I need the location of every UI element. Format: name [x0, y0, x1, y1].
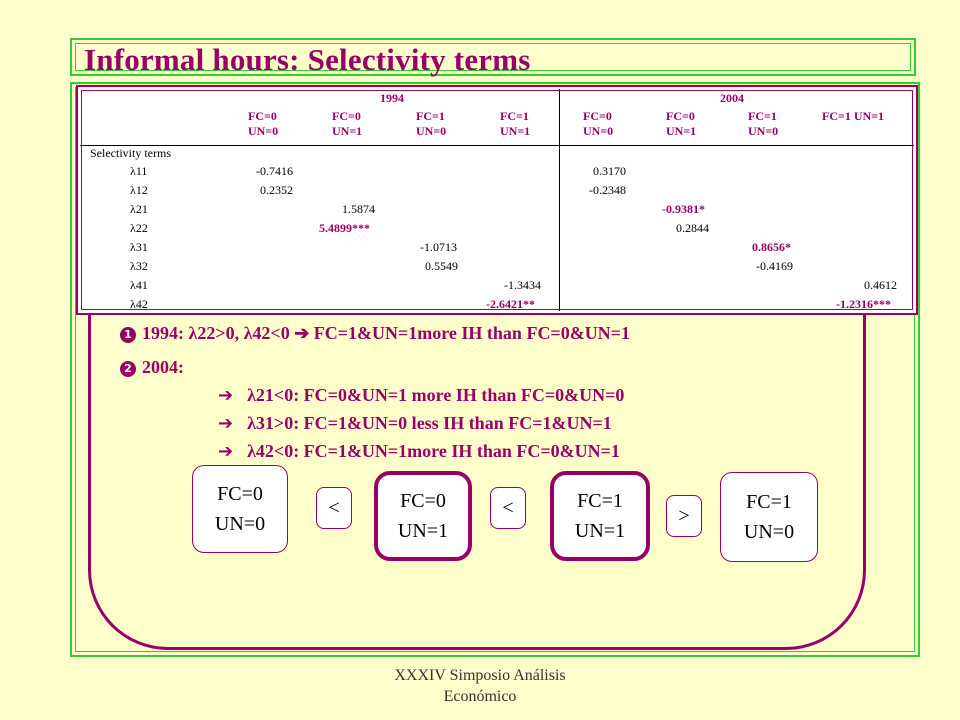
year-2004: 2004	[720, 91, 744, 105]
finding-2004-item: ➔ λ42<0: FC=1&UN=1more IH than FC=0&UN=1	[218, 441, 620, 462]
footer-line-1: XXXIV Simposio Análisis	[394, 667, 566, 684]
row-label: λ31	[130, 240, 148, 254]
col-header: UN=1	[666, 124, 697, 138]
group-box-fc0-un0: FC=0 UN=0	[192, 465, 288, 553]
footer-line-2: Económico	[443, 688, 517, 705]
col-header: FC=0	[332, 109, 361, 123]
cell-value-significant: -1.2316***	[836, 297, 891, 311]
arrow-right-icon: ➔	[218, 413, 234, 434]
col-header: FC=1	[500, 109, 529, 123]
col-header: FC=0	[248, 109, 277, 123]
cell-value: -0.7416	[256, 164, 293, 178]
cell-value-significant: 5.4899***	[319, 221, 370, 235]
number-2-icon: 2	[120, 361, 136, 377]
cell-value: -1.3434	[504, 278, 541, 292]
operator-less-than: <	[490, 487, 526, 529]
row-label: λ12	[130, 183, 148, 197]
row-label: λ41	[130, 278, 148, 292]
cell-value: -0.2348	[589, 183, 626, 197]
finding-1994-text: 1994: λ22>0, λ42<0 ➔ FC=1&UN=1more IH than FC=0&UN=1	[142, 323, 630, 343]
group-box-fc0-un1: FC=0 UN=1	[374, 471, 472, 561]
finding-2004-label: 2004:	[142, 357, 184, 377]
col-header: UN=0	[583, 124, 614, 138]
col-header: FC=1	[748, 109, 777, 123]
row-label: λ42	[130, 297, 148, 311]
cell-value: 1.5874	[342, 202, 375, 216]
row-label: λ22	[130, 221, 148, 235]
finding-1994	[120, 322, 630, 344]
cell-value: 0.2844	[676, 221, 709, 235]
row-label: λ11	[130, 164, 148, 178]
group-box-fc1-un1: FC=1 UN=1	[550, 471, 650, 561]
number-1-icon: 1	[120, 327, 136, 343]
cell-value: -0.4169	[756, 259, 793, 273]
group-box-fc1-un0: FC=1 UN=0	[720, 472, 818, 562]
col-header: FC=0	[666, 109, 695, 123]
cell-value-significant: 0.8656*	[752, 240, 791, 254]
col-header: UN=0	[248, 124, 279, 138]
results-table	[80, 89, 914, 311]
year-1994: 1994	[380, 91, 404, 105]
col-header: FC=0	[583, 109, 612, 123]
row-label: λ32	[130, 259, 148, 273]
cell-value: 0.2352	[260, 183, 293, 197]
col-header: FC=1	[416, 109, 445, 123]
finding-2004	[120, 356, 184, 378]
row-label: λ21	[130, 202, 148, 216]
cell-value: 0.3170	[593, 164, 626, 178]
col-header: UN=0	[416, 124, 447, 138]
col-header: UN=1	[500, 124, 531, 138]
footer	[0, 665, 960, 707]
cell-value-significant: -0.9381*	[662, 202, 705, 216]
col-header: UN=0	[748, 124, 779, 138]
table-header-rule	[80, 145, 914, 146]
finding-2004-item: ➔ λ31>0: FC=1&UN=0 less IH than FC=1&UN=1	[218, 413, 612, 434]
cell-value: 0.5549	[425, 259, 458, 273]
cell-value: 0.4612	[864, 278, 897, 292]
cell-value: -1.0713	[420, 240, 457, 254]
operator-less-than: <	[316, 487, 352, 529]
operator-greater-than: >	[666, 495, 702, 537]
slide-title: Informal hours: Selectivity terms	[84, 42, 531, 77]
arrow-right-icon: ➔	[218, 441, 234, 462]
cell-value-significant: -2.6421**	[486, 297, 535, 311]
table-divider	[559, 89, 560, 311]
section-label: Selectivity terms	[90, 146, 171, 160]
col-header: FC=1 UN=1	[822, 109, 885, 123]
arrow-right-icon: ➔	[218, 385, 234, 406]
finding-2004-item: ➔ λ21<0: FC=0&UN=1 more IH than FC=0&UN=0	[218, 385, 625, 406]
col-header: UN=1	[332, 124, 363, 138]
